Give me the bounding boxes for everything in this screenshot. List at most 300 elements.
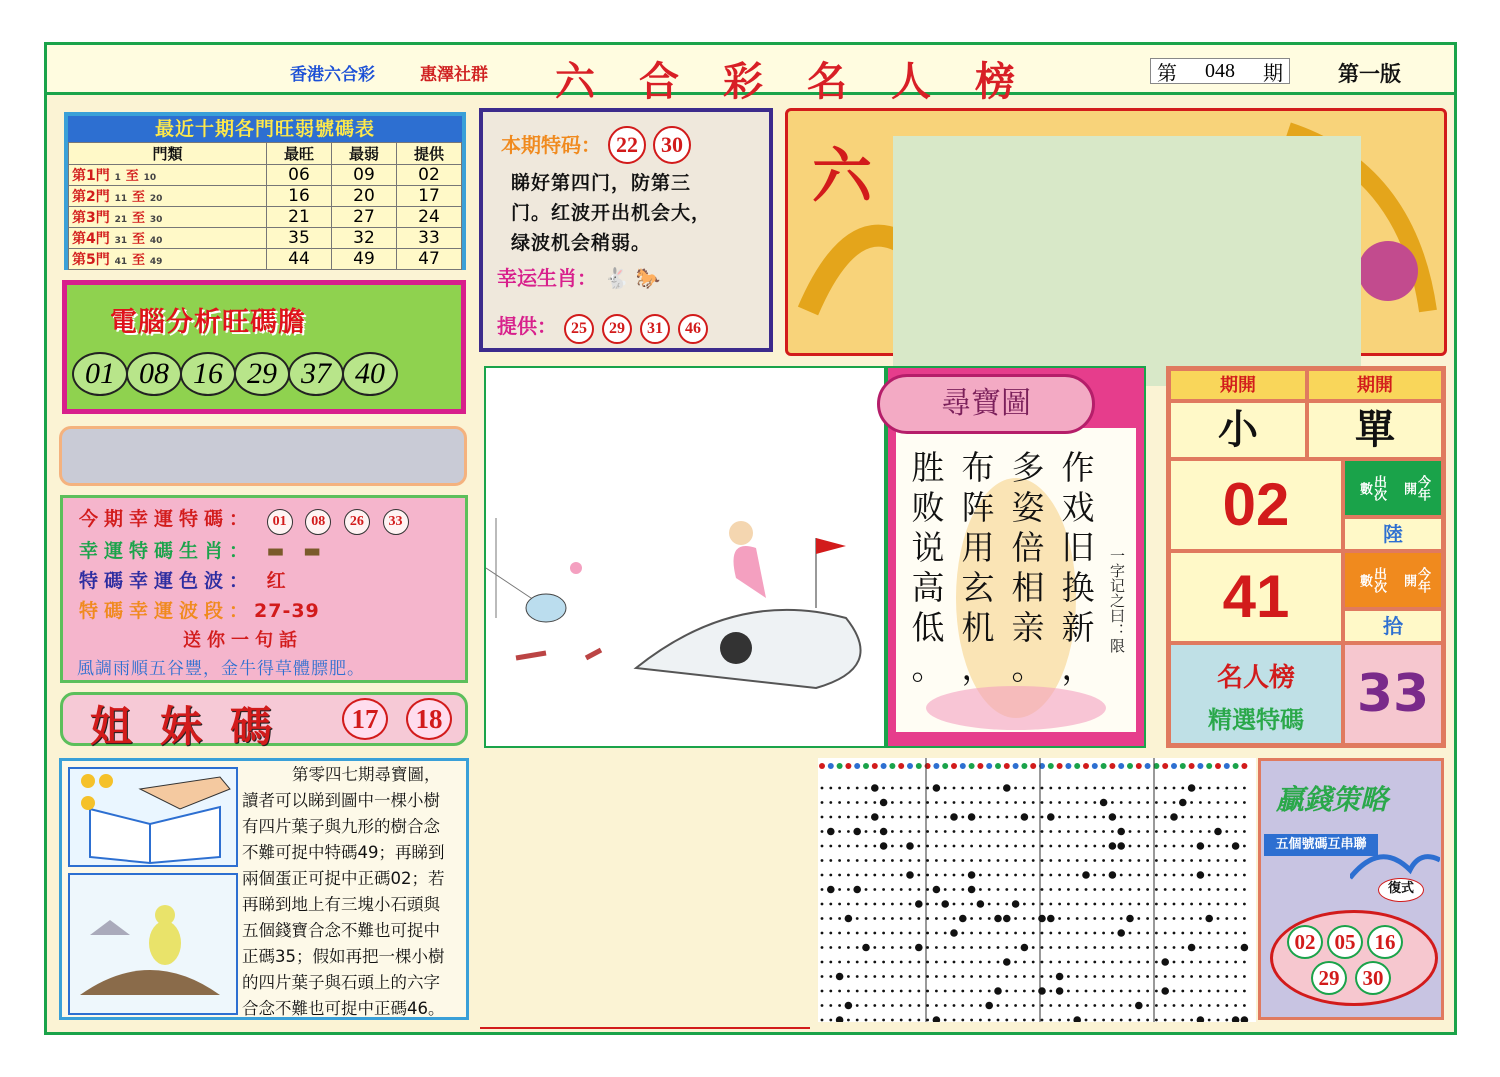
chart-dot [891,787,894,790]
bird-illustration [68,873,238,1015]
chart-dot [953,1004,956,1007]
chart-dot [821,874,824,877]
chart-dot [838,961,841,964]
chart-dot [1005,816,1008,819]
chart-dot [1032,859,1035,862]
chart-dot [953,830,956,833]
header-dot [1118,763,1124,769]
chart-dot [1014,859,1017,862]
chart-dot [900,801,903,804]
hot-cell: 16 [266,186,331,207]
chart-dot [1023,830,1026,833]
chart-dot [1067,816,1070,819]
chart-dot [1102,816,1105,819]
chart-dot [953,888,956,891]
chart-dot [961,845,964,848]
chart-dot [935,946,938,949]
chart-dot [926,903,929,906]
hot-cell: 21 [266,207,331,228]
chart-dot [1111,990,1114,993]
chart-dot [1049,975,1052,978]
chart-dot [1129,961,1132,964]
chart-dot [1181,874,1184,877]
chart-dot [1058,816,1061,819]
count-value-1: 陸 [1343,517,1443,551]
chart-dot [1208,975,1211,978]
lucky-ball: 08 [305,509,331,535]
chart-dot [821,845,824,848]
chart-dot [1137,903,1140,906]
strategy-ball: 30 [1355,961,1391,995]
header-dot [942,763,948,769]
chart-dot [882,990,885,993]
chart-dot [1067,946,1070,949]
chart-dot [1225,888,1228,891]
chart-dot [1208,1019,1211,1022]
chart-dot [1164,975,1167,978]
chart-dot [1041,932,1044,935]
header-dot [863,763,869,769]
chart-dot [838,787,841,790]
chart-dot [944,917,947,920]
chart-dot [1102,888,1105,891]
chart-dot [1023,1004,1026,1007]
chart-dot [891,859,894,862]
chart-dot [1146,845,1149,848]
chart-dot [1173,946,1176,949]
chart-dot [856,845,859,848]
chart-dot [1041,1019,1044,1022]
chart-dot [909,801,912,804]
chart-dot [917,801,920,804]
chart-dot [935,932,938,935]
header-dot [1215,763,1221,769]
issue-box [1150,58,1290,84]
range-label: 特碼幸運波段： [79,600,255,622]
chart-dot [1085,888,1088,891]
chart-dot [900,990,903,993]
poem-text: 布阵用玄机 [961,448,995,647]
chart-dot [1111,932,1114,935]
chart-dot [1038,915,1046,923]
chart-dot [1085,801,1088,804]
chart-dot [997,801,1000,804]
chart-dot [1102,932,1105,935]
story-line: 正碼35；假如再把一棵小樹 [242,947,445,966]
chart-dot [935,917,938,920]
chart-dot [829,932,832,935]
chart-dot [1014,801,1017,804]
chart-dot [829,787,832,790]
chart-dot [829,990,832,993]
chart-dot [882,961,885,964]
chart-dot [1076,903,1079,906]
chart-dot [1067,975,1070,978]
chart-dot [935,975,938,978]
header-dot [969,763,975,769]
chart-dot [829,859,832,862]
chart-dot [1243,888,1246,891]
ox-icon: ▬ ▬ [266,540,328,562]
chart-dot [1129,932,1132,935]
chart-dot [1217,932,1220,935]
chart-dot [909,830,912,833]
chart-dot [829,845,832,848]
chart-dot [1041,830,1044,833]
chart-dot [1014,975,1017,978]
chart-dot [1190,903,1193,906]
chart-dot [1014,946,1017,949]
special-text: 睇好第四门，防第三 [511,172,692,194]
chart-dot [1129,801,1132,804]
chart-dot [926,816,929,819]
chart-dot [909,888,912,891]
lucky-ball: 01 [267,509,293,535]
chart-dot [873,801,876,804]
chart-dot [900,932,903,935]
chart-dot [1111,903,1114,906]
chart-dot [1005,1019,1008,1022]
chart-dot [1208,903,1211,906]
chart-dot [1041,816,1044,819]
chart-dot [1041,801,1044,804]
chart-dot [865,932,868,935]
chart-dot [821,816,824,819]
chart-dot [1093,845,1096,848]
header-dot [881,763,887,769]
page-title: 六合彩名人榜 [555,58,1059,105]
chart-dot [909,787,912,790]
poem-punct: 。 [1011,648,1045,687]
chart-dot [1146,816,1149,819]
chart-dot [1137,888,1140,891]
chart-dot [953,859,956,862]
chart-dot [1243,874,1246,877]
chart-dot [1129,888,1132,891]
header-dot [837,763,843,769]
chart-dot [1085,917,1088,920]
chart-dot [847,932,850,935]
chart-dot [1120,917,1123,920]
lucky-label: 今期幸運特碼： [79,508,255,530]
chart-dot [1234,816,1237,819]
chart-dot [1120,975,1123,978]
chart-dot [1164,888,1167,891]
chart-dot [1085,961,1088,964]
chart-dot [1199,859,1202,862]
chart-dot [838,830,841,833]
special-panel [479,108,773,352]
chart-dot [1093,903,1096,906]
chart-dot [997,830,1000,833]
chart-dot [1137,990,1140,993]
chart-dot [935,845,938,848]
chart-dot [1190,830,1193,833]
chart-dot [1005,990,1008,993]
header-dot [1136,763,1142,769]
chart-dot [1120,961,1123,964]
chart-dot [1137,932,1140,935]
chart-dot [1005,932,1008,935]
chart-dot [1014,990,1017,993]
chart-dot [1102,1004,1105,1007]
chart-dot [1076,888,1079,891]
chart-dot [1049,990,1052,993]
chart-dot [821,975,824,978]
chart-dot [1085,1004,1088,1007]
chart-dot [821,801,824,804]
chart-dot [1146,903,1149,906]
chart-dot [1161,958,1169,966]
chart-dot [856,975,859,978]
analysis-title: 電腦分析旺碼膽 [110,307,306,338]
chart-dot [880,842,888,850]
chart-dot [1137,917,1140,920]
poem-text: 多姿倍相亲 [1011,448,1045,647]
chart-dot [1164,1019,1167,1022]
chart-dot [1173,830,1176,833]
chart-dot [900,903,903,906]
poem-column [958,448,998,688]
chart-dot [1197,871,1205,879]
blank-banner [59,426,467,486]
chart-dot [1234,990,1237,993]
chart-dot [1120,859,1123,862]
chart-dot [821,787,824,790]
chart-dot [970,990,973,993]
chart-dot [968,886,976,894]
chart-dot [1032,932,1035,935]
chart-dot [1120,903,1123,906]
chart-dot [944,946,947,949]
chart-dot [1199,830,1202,833]
chart-dot [1102,946,1105,949]
chart-dot [856,801,859,804]
chart-dot [979,816,982,819]
zodiac-label-text: 幸运生肖： [497,266,597,290]
chart-dot [1102,787,1105,790]
chart-dot [1243,917,1246,920]
chart-dot [988,845,991,848]
chart-dot [961,1019,964,1022]
chart-dot [1188,944,1196,952]
chart-dot [1225,874,1228,877]
chart-dot [979,859,982,862]
chart-dot [1214,828,1222,836]
chart-dot [1137,787,1140,790]
chart-dot [865,975,868,978]
chart-dot [961,990,964,993]
chart-dot [891,1004,894,1007]
number-ball: 37 [288,352,344,396]
chart-dot [953,903,956,906]
chart-dot [1003,784,1011,792]
chart-dot [1173,801,1176,804]
chart-dot [1164,903,1167,906]
chart-dot [1076,845,1079,848]
chart-dot [997,816,1000,819]
chart-dot [1005,830,1008,833]
header-dot [1004,763,1010,769]
chart-dot [1120,874,1123,877]
chart-dot [1032,830,1035,833]
lucky-ball: 26 [344,509,370,535]
chart-dot [1146,1019,1149,1022]
analysis-numbers [72,352,396,396]
chart-dot [953,787,956,790]
chart-dot [1190,845,1193,848]
give-label: 提供： [497,314,557,338]
chart-dot [1173,990,1176,993]
chart-dot [944,830,947,833]
table-row [69,207,462,228]
chart-dot [926,917,929,920]
chart-dot [1005,888,1008,891]
chart-dot [1173,975,1176,978]
chart-dot [1032,874,1035,877]
chart-dot [1093,830,1096,833]
chart-dot [917,888,920,891]
chart-dot [821,990,824,993]
chart-dot [865,830,868,833]
chart-dot [856,903,859,906]
hot-cell: 44 [266,249,331,270]
chart-dot [1155,1019,1158,1022]
chart-dot [1058,801,1061,804]
chart-dot [1041,1004,1044,1007]
chart-dot [838,859,841,862]
chart-dot [1181,787,1184,790]
chart-dot [882,859,885,862]
chart-dot [1146,888,1149,891]
chart-dot [935,874,938,877]
chart-dot [1014,932,1017,935]
chart-dot [1076,961,1079,964]
chart-dot [865,903,868,906]
chart-dot [1058,932,1061,935]
chart-dot [1225,801,1228,804]
header-dot [1189,763,1195,769]
header-dot [1145,763,1151,769]
horse-icon: 🐎 [635,266,661,290]
give-ball: 31 [640,314,670,344]
chart-dot [1155,917,1158,920]
chart-dot [1234,787,1237,790]
chart-dot [1199,801,1202,804]
chart-dot [970,859,973,862]
chart-dot [988,801,991,804]
chart-dot [944,990,947,993]
chart-dot [829,917,832,920]
chart-dot [1146,830,1149,833]
chart-dot [1181,816,1184,819]
saying-label: 送你一句話 [183,630,303,651]
chart-dot [1102,975,1105,978]
chart-dot [1199,961,1202,964]
strategy-title: 贏錢策略 [1276,783,1389,816]
chart-dot [1146,874,1149,877]
chart-dot [1023,903,1026,906]
chart-dot [1111,946,1114,949]
chart-dot [1117,929,1125,937]
chart-dot [1181,961,1184,964]
chart-dot [1197,1016,1205,1022]
chart-dot [1120,888,1123,891]
sister-title-text: 姐妹碼 [90,702,301,751]
chart-dot [1243,932,1246,935]
chart-dot [873,874,876,877]
chart-dot [1241,1016,1249,1022]
chart-dot [900,787,903,790]
chart-dot [1067,787,1070,790]
header-dot [933,763,939,769]
give-cell: 47 [396,249,461,270]
chart-dot [935,859,938,862]
chart-dot [900,874,903,877]
chart-dot [1041,859,1044,862]
chart-dot [873,961,876,964]
chart-dot [1137,1019,1140,1022]
chart-dot [821,859,824,862]
chart-dot [935,961,938,964]
chart-dot [1164,946,1167,949]
chart-dot [856,917,859,920]
chart-dot [1155,888,1158,891]
saying-text: 風調雨順五谷豐，金牛得草體膘肥。 [77,659,365,679]
chart-dot [917,1019,920,1022]
chart-dot [1111,1019,1114,1022]
chart-dot [926,932,929,935]
chart-dot [1208,1004,1211,1007]
chart-dot [1058,946,1061,949]
chart-dot [1023,874,1026,877]
table-row [69,228,462,249]
chart-dot [856,932,859,935]
chart-dot [1111,859,1114,862]
table-title: 最近十期各門旺弱號碼表 [68,116,462,142]
range-value: 27-39 [254,600,320,622]
chart-dot [873,1004,876,1007]
chart-dot [865,888,868,891]
chart-dot [1102,830,1105,833]
chart-dot [1023,975,1026,978]
issue-suffix: 期 [1263,62,1283,85]
chart-dot [873,990,876,993]
chart-dot [979,801,982,804]
header-dot [986,763,992,769]
chart-dot [873,932,876,935]
chart-dot [829,1004,832,1007]
chart-dot [900,859,903,862]
chart-dot [988,946,991,949]
strategy-tag: 五個號碼互串聯 [1264,834,1378,856]
header-dot [995,763,1001,769]
chart-dot [1243,859,1246,862]
count-tag-1 [1343,459,1443,517]
chart-dot [968,813,976,821]
color-label: 特碼幸運色波： [79,570,255,592]
chart-dot [1188,784,1196,792]
chart-dot [873,888,876,891]
header-dot [1206,763,1212,769]
chart-dot [1199,946,1202,949]
chart-dot [1067,888,1070,891]
chart-dot [944,975,947,978]
chart-dot [1155,787,1158,790]
chart-dot [1243,830,1246,833]
chart-dot [1049,1004,1052,1007]
story-line: 不難可捉中特碼49；再睇到 [242,843,445,862]
